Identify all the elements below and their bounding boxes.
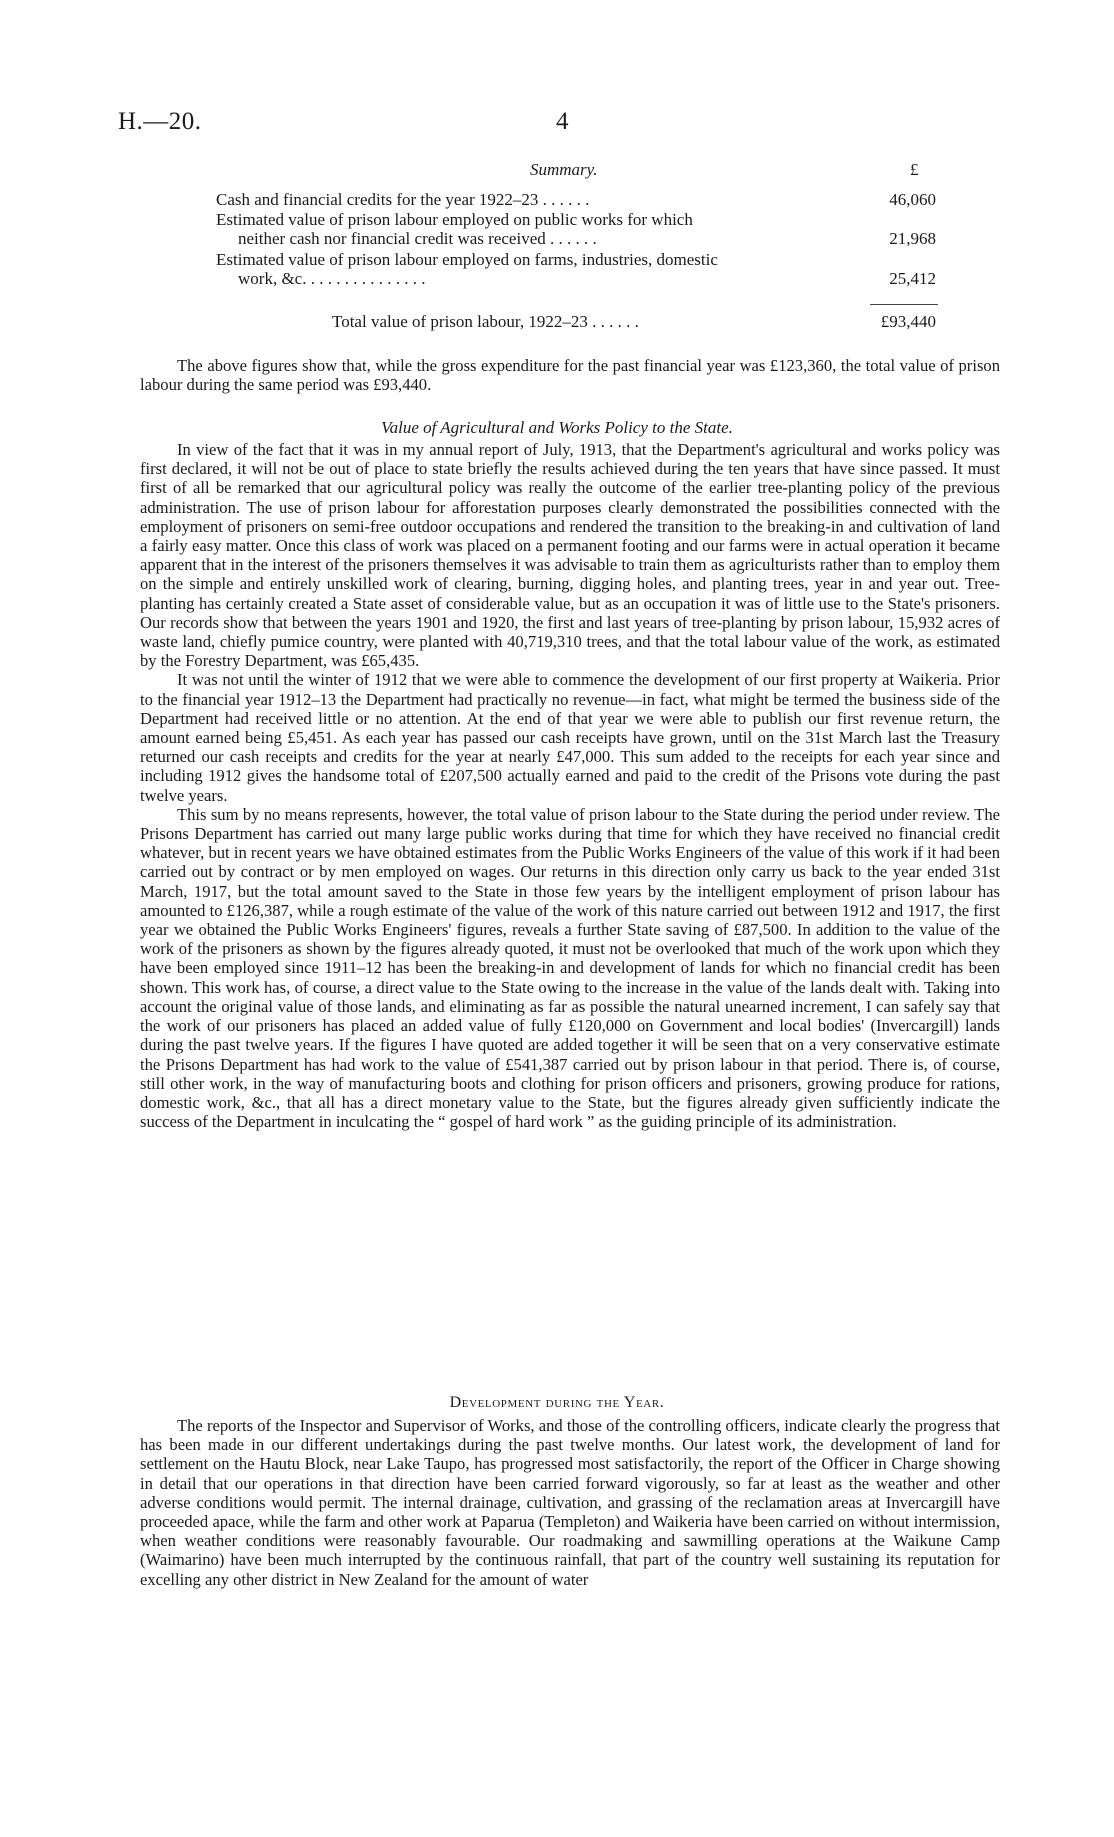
section-body-agricultural-policy bbox=[140, 440, 1000, 1131]
summary-total-label: Total value of prison labour, 1922–23 . . . . . . bbox=[332, 312, 639, 331]
section-heading: Development during the Year. bbox=[449, 1394, 665, 1411]
summary-total-rule bbox=[870, 304, 938, 305]
summary-row-label: Estimated value of prison labour employed on public works for which bbox=[216, 210, 693, 229]
summary-row-label: Cash and financial credits for the year 1922–23 . . . . . . bbox=[216, 190, 590, 209]
section-heading: Value of Agricultural and Works Policy to the State. bbox=[381, 418, 733, 437]
summary-row-amount: 46,060 bbox=[889, 190, 936, 209]
paragraph: In view of the fact that it was in my annual report of July, 1913, that the Department's agricultural and works policy was first declared, it will not be out of place to state briefly the results achieved during the ten years that have since passed. It must first of all be remarked that our agricultural policy was really the outcome of the earlier tree-planting policy of the previous administration. The use of prison labour for afforestation purposes clearly demonstrated the possibilities connected with the employment of prisoners on semi-free outdoor occupations and rendered the transition to the breaking-in and cultivation of land a fairly easy matter. Once this class of work was placed on a permanent footing and our farms were in actual operation it became apparent that in the interest of the prisoners themselves it was advisable to train them as agriculturists rather than to employ them on the simple and entirely unskilled work of clearing, burning, digging holes, and planting trees, year in and year out. Tree-planting has certainly created a State asset of considerable value, but as an occupation it was of little use to the State's prisoners. Our records show that between the years 1901 and 1920, the first and last years of tree-planting by prison labour, 15,932 acres of waste land, chiefly pumice country, were planted with 40,719,310 trees, and that the total labour value of the work, as estimated by the Forestry Department, was £65,435. bbox=[140, 440, 1000, 671]
paragraph: The reports of the Inspector and Supervisor of Works, and those of the controlling officers, indicate clearly the progress that has been made in our different undertakings during the past twelve months. Our latest work, the development of land for settlement on the Hautu Block, near Lake Taupo, has progressed most satisfactorily, the report of the Officer in Charge showing in detail that our operations in that direction have been carried forward vigorously, so far at least as the weather and other adverse conditions would permit. The internal drainage, cultivation, and grassing of the reclamation areas at Invercargill have proceeded apace, while the farm and other work at Paparua (Templeton) and Waikeria have been carried on without intermission, when weather conditions were reasonably favourable. Our roadmaking and sawmilling operations at the Waikune Camp (Waimarino) have been much interrupted by the continuous rainfall, that part of the country well sustaining its reputation for excelling any other district in New Zealand for the amount of water bbox=[140, 1416, 1000, 1589]
paragraph: It was not until the winter of 1912 that we were able to commence the development of our first property at Waikeria. Prior to the financial year 1912–13 the Department had practically no revenue—in fact, what might be termed the business side of the Department had received little or no attention. At the end of that year we were able to publish our first revenue return, the amount earned being £5,451. As each year has passed our cash receipts have grown, until on the 31st March last the Treasury returned our cash receipts and credits for the year at nearly £47,000. This sum added to the receipts for each year since and including 1912 gives the handsome total of £207,500 actually earned and paid to the credit of the Prisons vote during the past twelve years. bbox=[140, 670, 1000, 805]
summary-row-label-continued: neither cash nor financial credit was received . . . . . . bbox=[238, 229, 597, 248]
summary-row-label-continued: work, &c. . . . . . . . . . . . . . . bbox=[238, 269, 426, 288]
summary-total-amount: £93,440 bbox=[880, 312, 936, 331]
summary-row-amount: 21,968 bbox=[889, 229, 936, 248]
summary-unit: £ bbox=[910, 160, 919, 179]
figures-paragraph bbox=[140, 356, 1000, 394]
page-number: 4 bbox=[556, 108, 569, 135]
paragraph: The above figures show that, while the gross expenditure for the past financial year was £123,360, the total value of prison labour during the same period was £93,440. bbox=[140, 356, 1000, 395]
summary-row-label: Estimated value of prison labour employed on farms, industries, domestic bbox=[216, 250, 718, 269]
report-reference: H.—20. bbox=[118, 108, 202, 135]
summary-title: Summary. bbox=[530, 160, 598, 179]
section-body-development bbox=[140, 1416, 1000, 1589]
summary-row-amount: 25,412 bbox=[889, 269, 936, 288]
paragraph: This sum by no means represents, however, the total value of prison labour to the State during the period under review. The Prisons Department has carried out many large public works during that time for which they have received no financial credit whatever, but in recent years we have obtained estimates from the Public Works Engineers of the value of this work if it had been carried out by contract or by men employed on wages. Our returns in this direction only carry us back to the year ended 31st March, 1917, but the total amount saved to the State in those few years by the intelligent employment of prison labour has amounted to £126,387, while a rough estimate of the value of the work of this nature carried out between 1912 and 1917, the first year we obtained the Public Works Engineers' figures, reveals a further State saving of £87,500. In addition to the value of the work of the prisoners as shown by the figures already quoted, it must not be overlooked that much of the work upon which they have been employed since 1911–12 has been the breaking-in and development of lands for which no financial credit has been shown. This work has, of course, a direct value to the State owing to the increase in the value of the lands dealt with. Taking into account the original value of those lands, and eliminating as far as possible the natural unearned increment, I can safely say that the work of our prisoners has placed an added value of fully £120,000 on Government and local bodies' (Invercargill) lands during the past twelve years. If the figures I have quoted are added together it will be seen that on a very conservative estimate the Prisons Department has had work to the value of £541,387 carried out by prison labour in that period. There is, of course, still other work, in the way of manufacturing boots and clothing for prison officers and prisoners, growing produce for rations, domestic work, &c., that all has a direct monetary value to the State, but the figures already given sufficiently indicate the success of the Department in inculcating the “ gospel of hard work ” as the guiding principle of its administration. bbox=[140, 804, 1000, 1132]
